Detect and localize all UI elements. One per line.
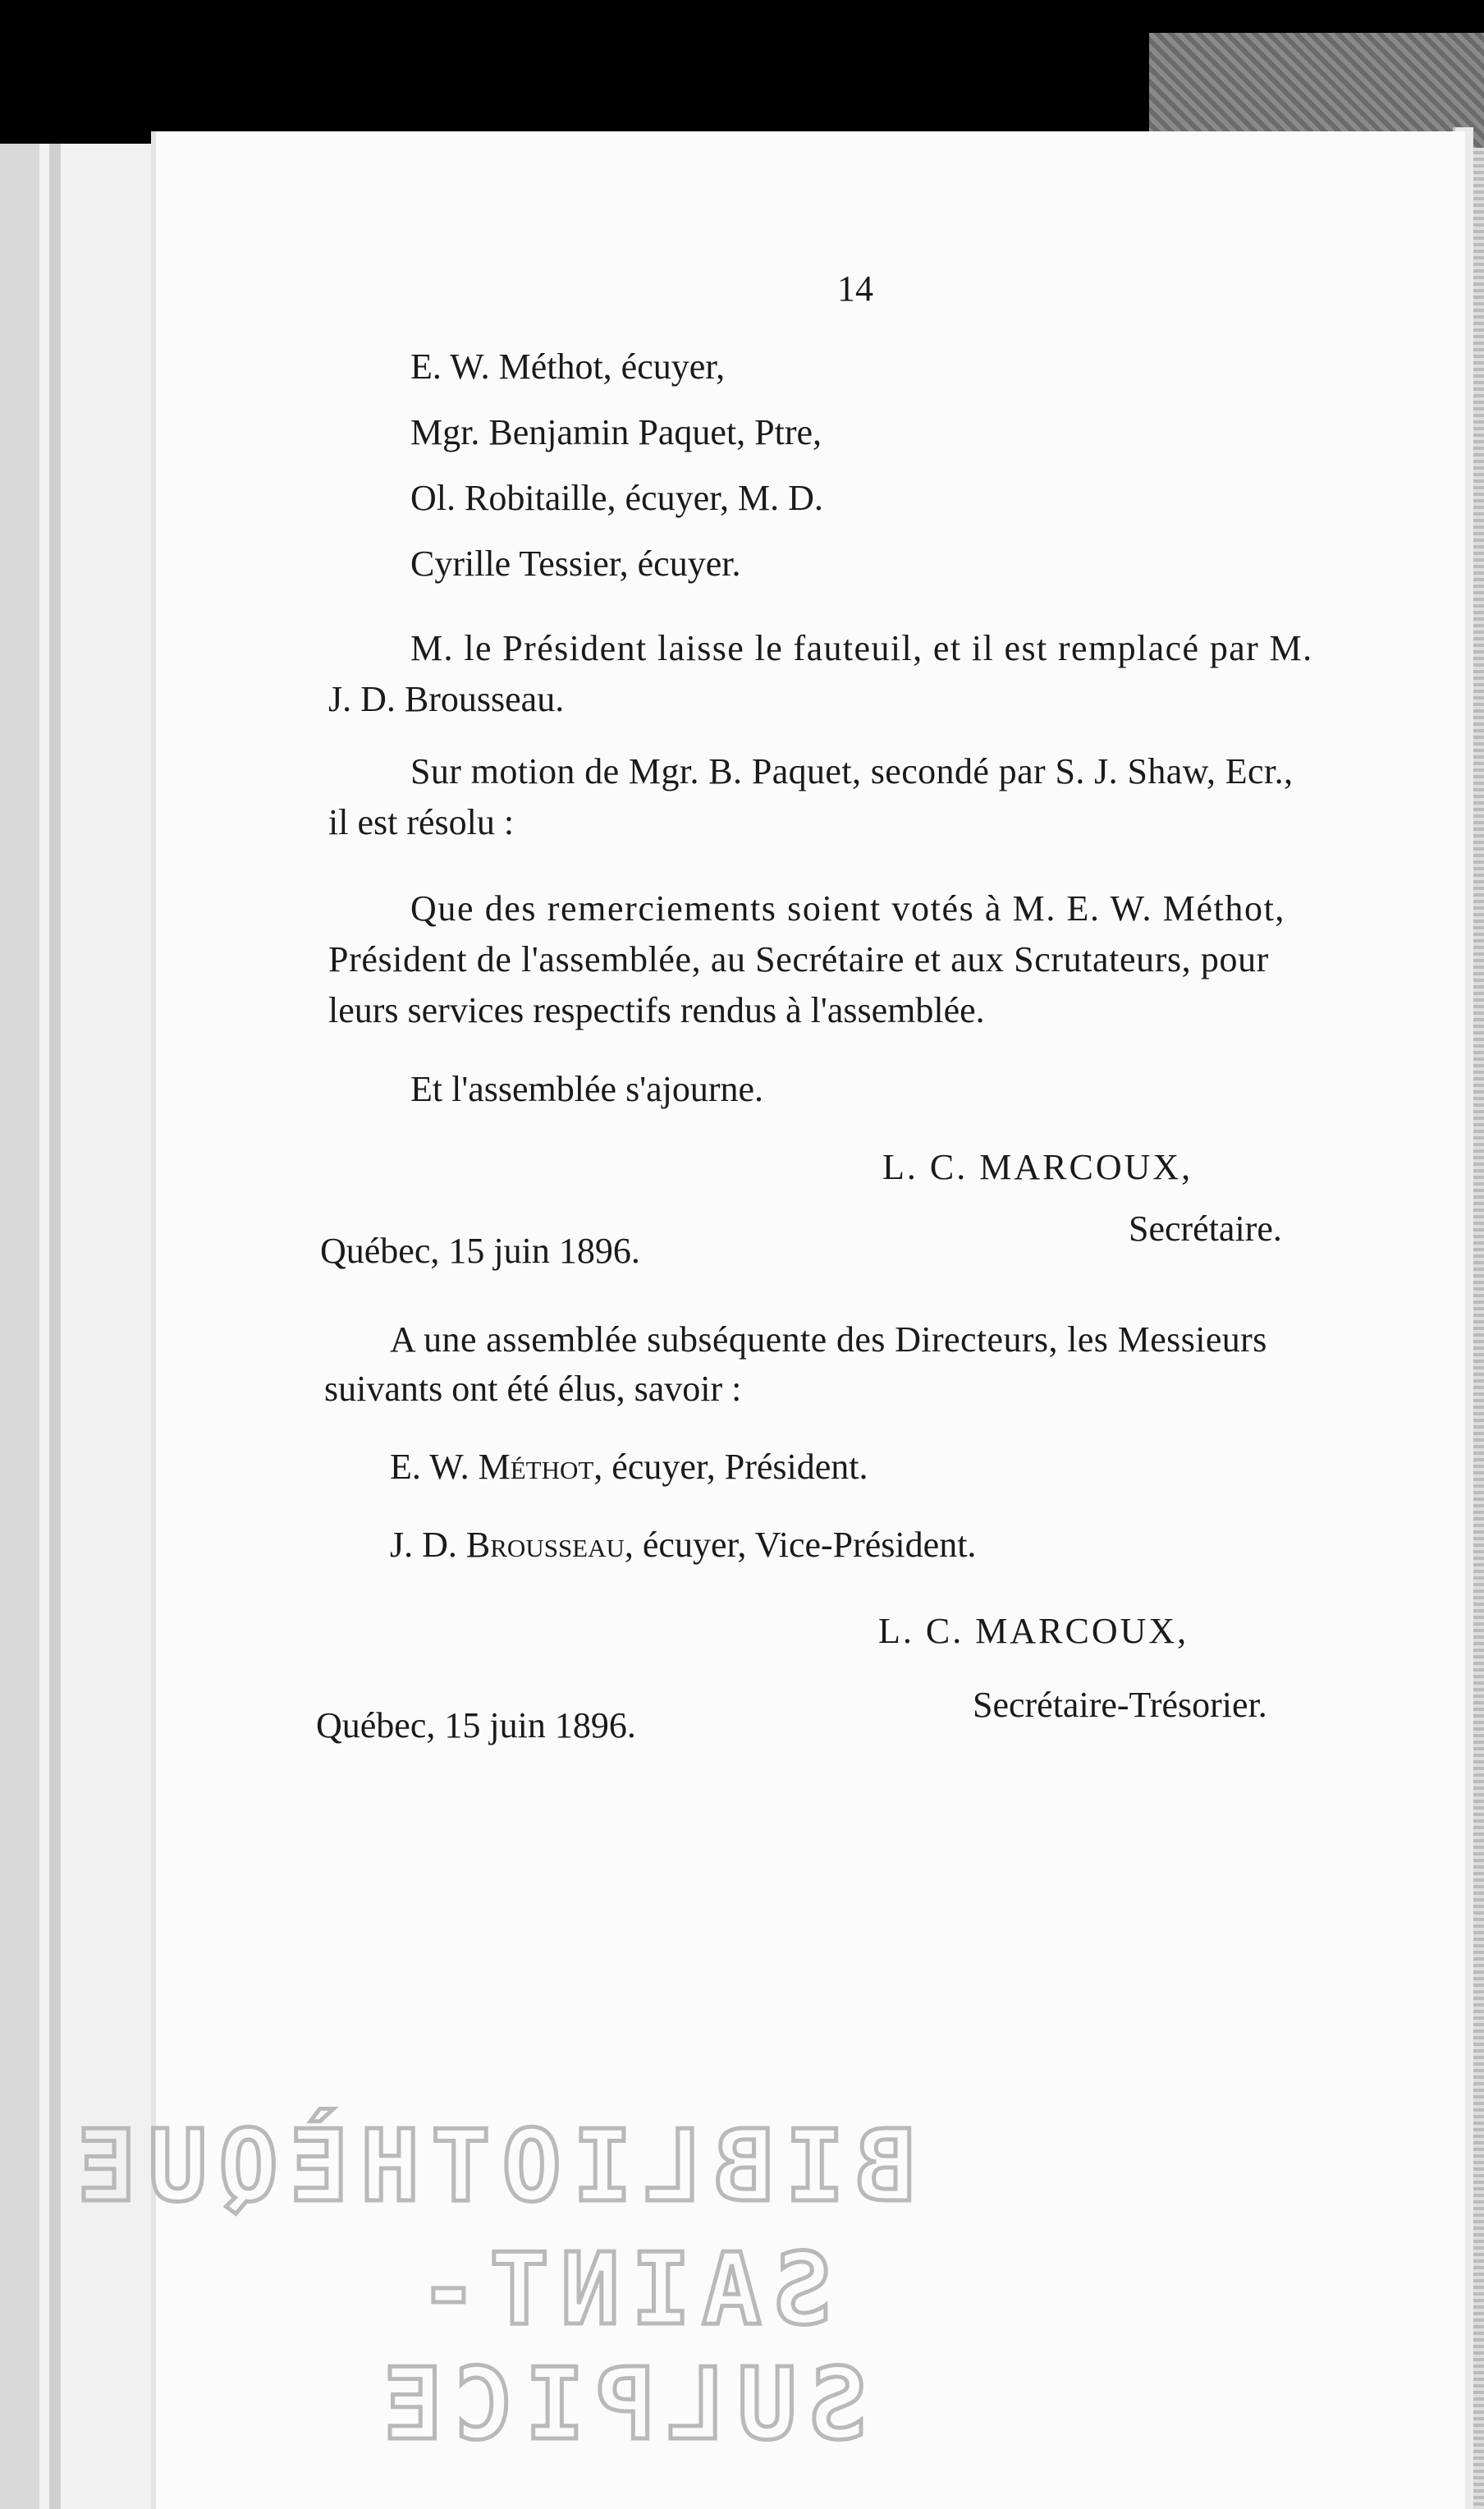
signature-1-name: L. C. MARCOUX, bbox=[882, 1147, 1193, 1187]
paragraph-election-line-2: suivants ont été élus, savoir : bbox=[324, 1369, 742, 1409]
signature-1-title: Secrétaire. bbox=[1129, 1209, 1282, 1249]
director-line-4: Cyrille Tessier, écuyer. bbox=[410, 544, 741, 584]
paragraph-motion-line-2: il est résolu : bbox=[328, 802, 515, 842]
page-number: 14 bbox=[837, 268, 873, 309]
paragraph-president-line-1: M. le Président laisse le fauteuil, et il est remplacé par M. bbox=[410, 628, 1313, 668]
library-perforation-stamp bbox=[66, 2102, 915, 2462]
paragraph-thanks-line-1: Que des remerciements soient votés à M. E. W. Méthot, bbox=[410, 888, 1286, 929]
stamp-line-2: SAINT-SULPICE bbox=[372, 2233, 868, 2462]
stamp-line-1: BIBLIOTHÈQUE bbox=[66, 2110, 915, 2224]
officer-1-name: Méthot bbox=[478, 1447, 594, 1487]
paragraph-thanks-line-2: Président de l'assemblée, au Secrétaire et aux Scrutateurs, pour bbox=[328, 939, 1269, 979]
date-1: Québec, 15 juin 1896. bbox=[320, 1231, 640, 1271]
signature-2-title: Secrétaire-Trésorier. bbox=[973, 1685, 1267, 1725]
date-2: Québec, 15 juin 1896. bbox=[316, 1705, 636, 1745]
officer-1-role: , écuyer, Président. bbox=[593, 1447, 868, 1487]
officer-2-role: , écuyer, Vice-Président. bbox=[624, 1525, 977, 1565]
officer-1-initials: E. W. bbox=[390, 1447, 469, 1487]
signature-2-name: L. C. MARCOUX, bbox=[878, 1611, 1189, 1651]
paragraph-president-line-2: J. D. Brousseau. bbox=[328, 679, 565, 719]
officer-1-line bbox=[390, 1441, 868, 1493]
paragraph-motion-line-1: Sur motion de Mgr. B. Paquet, secondé par S. J. Shaw, Ecr., bbox=[410, 751, 1294, 791]
adjourn-line: Et l'assemblée s'ajourne. bbox=[410, 1069, 764, 1109]
back-sheet-fold bbox=[49, 144, 61, 2509]
director-line-2: Mgr. Benjamin Paquet, Ptre, bbox=[410, 412, 822, 452]
director-line-1: E. W. Méthot, écuyer, bbox=[410, 346, 726, 387]
officer-2-name: Brousseau bbox=[465, 1525, 625, 1565]
director-line-3: Ol. Robitaille, écuyer, M. D. bbox=[410, 478, 823, 518]
officer-2-initials: J. D. bbox=[390, 1525, 457, 1565]
paragraph-thanks-line-3: leurs services respectifs rendus à l'assemblée. bbox=[328, 990, 985, 1030]
paragraph-election-line-1: A une assemblée subséquente des Directeurs, les Messieurs bbox=[390, 1319, 1267, 1360]
officer-2-line bbox=[390, 1519, 976, 1571]
